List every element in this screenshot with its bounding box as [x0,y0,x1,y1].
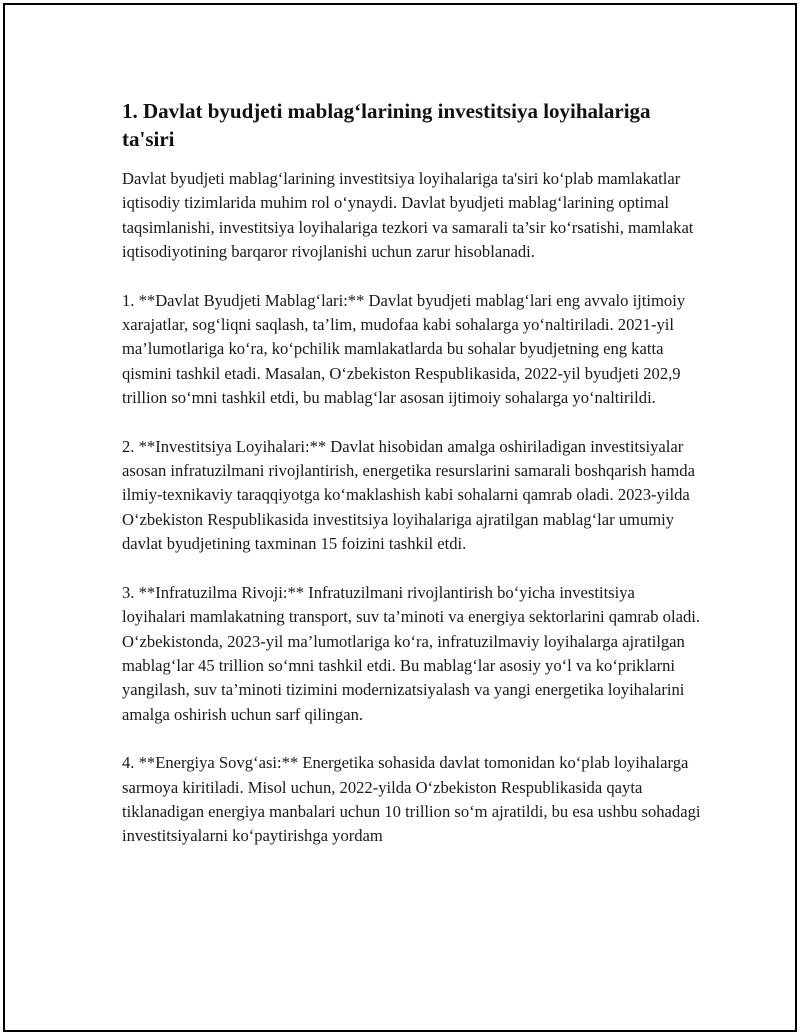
paragraph-budget-funds: 1. **Davlat Byudjeti Mablag‘lari:** Davlat byudjeti mablag‘lari eng avvalo ijtimoiy xarajatlar, sog‘liqni saqlash, ta’lim, mudofaa kabi sohalarga yo‘naltiriladi. 2021-yil ma’lumotlariga ko‘ra, ko‘pchilik mamlakatlarda bu sohalar byudjetning eng katta qismini tashkil etadi. Masalan, O‘zbekiston Respublikasida, 2022-yil byudjeti 202,9 trillion so‘mni tashkil etdi, bu mablag‘lar asosan ijtimoiy sohalarga yo‘naltirildi. [122,290,686,408]
document-body [122,97,702,873]
section-heading: 1. Davlat byudjeti mablag‘larining investitsiya loyihalariga ta'siri [122,99,651,151]
page-frame [3,3,797,1032]
paragraph-energy: 4. **Energiya Sovg‘asi:** Energetika sohasida davlat tomonidan ko‘plab loyihalarga sarmoya kiritiladi. Misol uchun, 2022-yilda O‘zbekiston Respublikasida qayta tiklanadigan energiya manbalari uchun 10 trillion so‘m ajratildi, bu esa ushbu sohadagi investitsiyalarni ko‘paytirishga yordam [122,753,701,846]
intro-paragraph: Davlat byudjeti mablag‘larining investitsiya loyihalariga ta'siri ko‘plab mamlakatlar iqtisodiy tizimlarida muhim rol o‘ynaydi. Davlat byudjeti mablag‘larining optimal taqsimlanishi, investitsiya loyihalariga tezkori va samarali ta’sir ko‘rsatishi, mamlakat iqtisodiyotining barqaror rivojlanishi uchun zarur hisoblanadi. [122,169,694,262]
paragraph-investment-projects: 2. **Investitsiya Loyihalari:** Davlat hisobidan amalga oshiriladigan investitsiyalar asosan infratuzilmani rivojlantirish, energetika resurslarini samarali boshqarish hamda ilmiy-texnikaviy taraqqiyotga ko‘maklashish kabi sohalarni qamrab oladi. 2023-yilda O‘zbekiston Respublikasida investitsiya loyihalariga ajratilgan mablag‘lar umumiy davlat byudjetining taxminan 15 foizini tashkil etdi. [122,436,695,554]
paragraph-infrastructure: 3. **Infratuzilma Rivoji:** Infratuzilmani rivojlantirish bo‘yicha investitsiya loyihalari mamlakatning transport, suv ta’minoti va energiya sektorlarini qamrab oladi. O‘zbekistonda, 2023-yil ma’lumotlariga ko‘ra, infratuzilmaviy loyihalarga ajratilgan mablag‘lar 45 trillion so‘mni tashkil etdi. Bu mablag‘lar asosiy yo‘l va ko‘priklarni yangilash, suv ta’minoti tizimini modernizatsiyalash va yangi energetika loyihalarini amalga oshirish uchun sarf qilingan. [122,582,701,724]
